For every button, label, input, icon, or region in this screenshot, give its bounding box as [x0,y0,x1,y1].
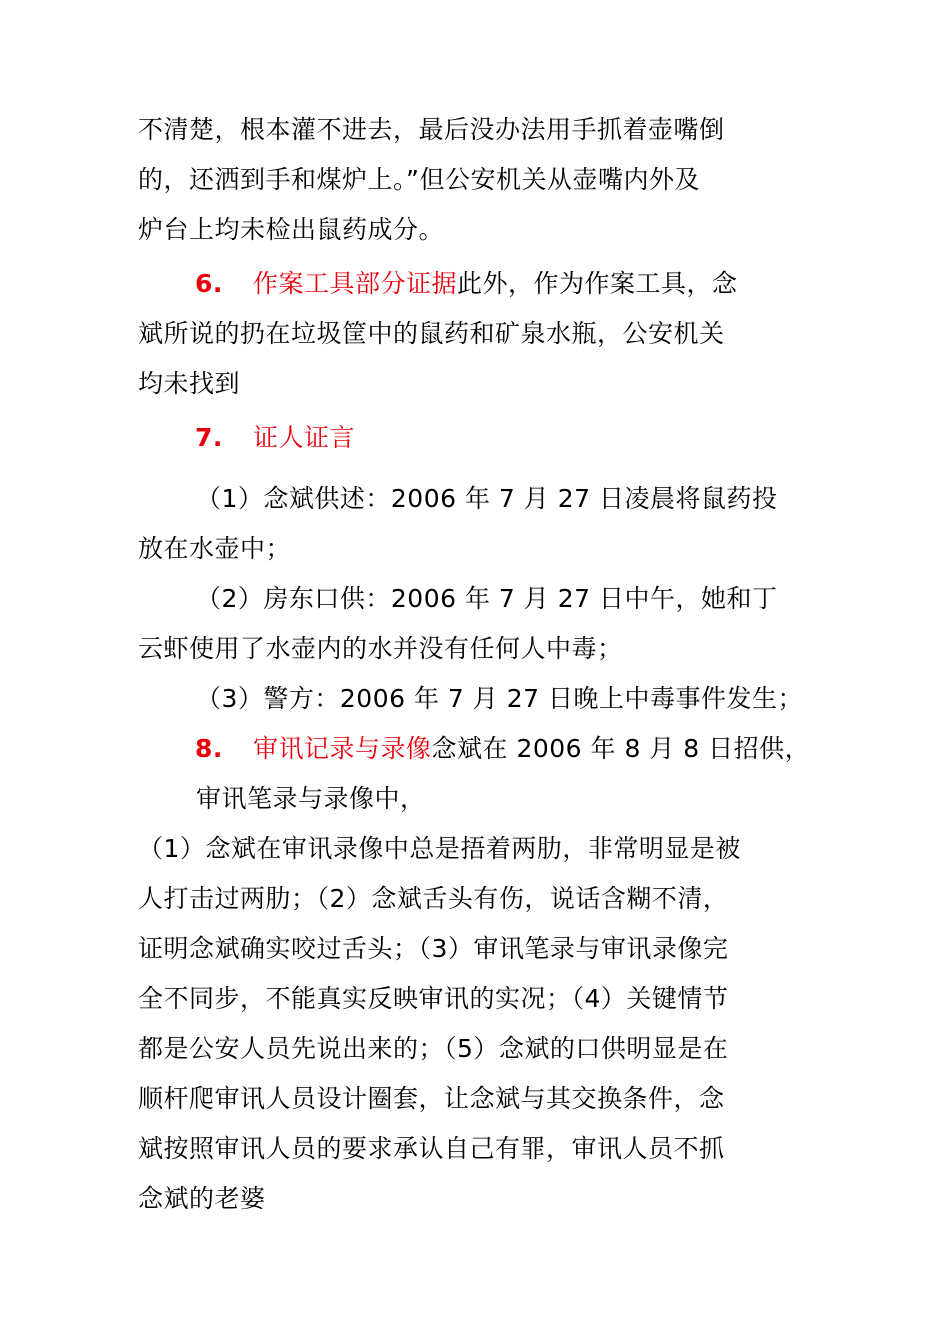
paragraph-line: （1）念斌在审讯录像中总是捂着两肋，非常明显是被 [138,834,741,863]
section-6-title: 作案工具部分证据 [253,269,458,298]
paragraph-line: 审讯笔录与录像中， [196,784,426,813]
paragraph-line: 斌按照审讯人员的要求承认自己有罪，审讯人员不抓 [138,1134,725,1163]
paragraph-line: 放在水壶中； [138,534,292,563]
section-7-heading-line [195,420,355,456]
paragraph-line: 云虾使用了水壶内的水并没有任何人中毒； [138,634,623,663]
paragraph-line: （3）警方：2006 年 7 月 27 日晚上中毒事件发生； [196,684,803,713]
paragraph-line: 的，还洒到手和煤炉上。”但公安机关从壶嘴内外及 [138,165,700,194]
paragraph-line: 念斌的老婆 [138,1184,266,1213]
section-8-heading-line [195,731,810,767]
paragraph-line: 全不同步，不能真实反映审讯的实况；（4）关键情节 [138,984,729,1013]
section-6-number: 6. [195,269,223,298]
section-6-text: 此外，作为作案工具，念 [457,269,738,298]
paragraph-line: （2）房东口供：2006 年 7 月 27 日中午，她和丁 [196,584,778,613]
paragraph-line: 不清楚，根本灌不进去，最后没办法用手抓着壶嘴倒 [138,115,725,144]
paragraph-line: 顺杆爬审讯人员设计圈套，让念斌与其交换条件，念 [138,1084,725,1113]
section-7-title: 证人证言 [253,423,356,452]
section-8-title: 审讯记录与录像 [253,734,432,763]
section-8-text: 念斌在 2006 年 8 月 8 日招供， [431,734,811,763]
section-6-heading-line [195,266,738,302]
paragraph-line: 人打击过两肋；（2）念斌舌头有伤，说话含糊不清， [138,884,729,913]
paragraph-line: 均未找到 [138,369,241,398]
paragraph-line: 都是公安人员先说出来的；（5）念斌的口供明显是在 [138,1034,729,1063]
paragraph-line: （1）念斌供述：2006 年 7 月 27 日凌晨将鼠药投 [196,484,778,513]
paragraph-line: 炉台上均未检出鼠药成分。 [138,215,445,244]
section-8-number: 8. [195,734,223,763]
paragraph-line: 斌所说的扔在垃圾筐中的鼠药和矿泉水瓶，公安机关 [138,319,725,348]
section-7-number: 7. [195,423,223,452]
paragraph-line: 证明念斌确实咬过舌头；（3）审讯笔录与审讯录像完 [138,934,729,963]
